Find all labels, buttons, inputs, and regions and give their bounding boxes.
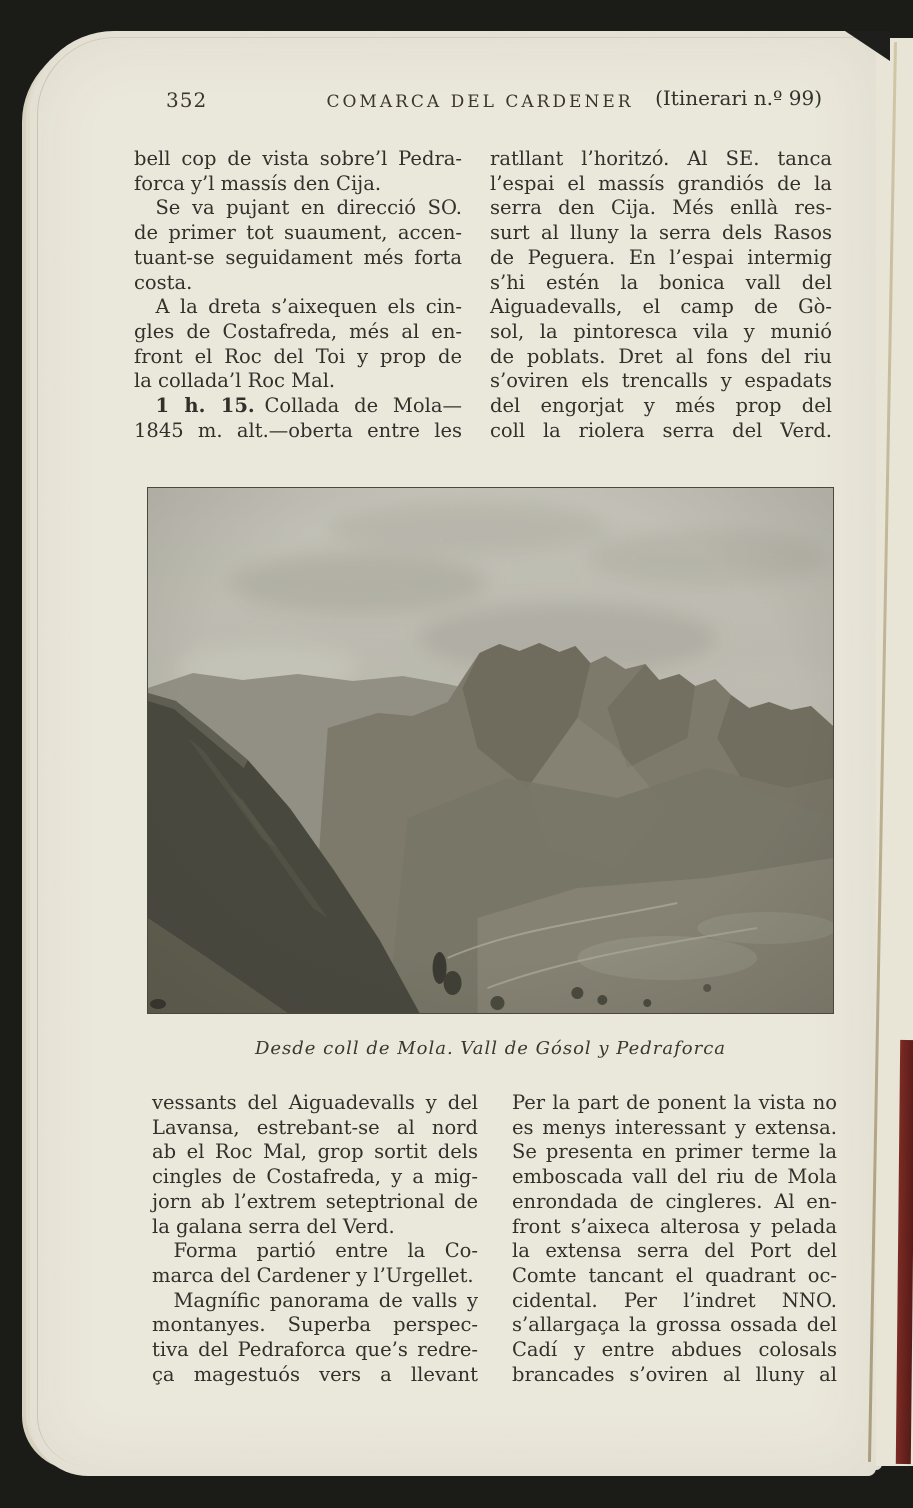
text-line: la collada’l Roc Mal. xyxy=(134,369,336,393)
text-line: Cadí y entre abdues colosals xyxy=(512,1338,837,1362)
text-line: s’allargaça la grossa ossada del xyxy=(512,1313,837,1337)
text-line: s’oviren els trencalls y espadats xyxy=(490,369,832,393)
text-line: front s’aixeca alterosa y pelada xyxy=(512,1214,837,1238)
text-line: l’espai el massís grandiós de la xyxy=(490,171,832,195)
text-column-upper-right xyxy=(490,147,832,443)
text-line: enrondada de cingleres. Al en- xyxy=(512,1189,837,1213)
text-line: tiva del Pedraforca que’s redre- xyxy=(152,1338,478,1362)
text-line: surt al lluny la serra dels Rasos xyxy=(490,221,832,245)
page-number: 352 xyxy=(166,88,208,112)
text-line: 1 h. 15. Collada de Mola— xyxy=(155,394,462,418)
text-column-upper-left xyxy=(134,147,462,443)
text-line: tuant-se seguidament més forta xyxy=(134,245,462,269)
text-line: vessants del Aiguadevalls y del xyxy=(152,1091,478,1114)
text-line: Comte tancant el quadrant oc- xyxy=(512,1263,837,1287)
text-line: del engorjat y més prop del xyxy=(490,394,832,418)
itinerary-label: (Itinerari n.º 99) xyxy=(655,86,822,110)
text-line: Lavansa, estrebant-se al nord xyxy=(152,1115,478,1139)
text-column-lower-right xyxy=(512,1091,837,1387)
text-line: ab el Roc Mal, grop sortit dels xyxy=(152,1140,478,1164)
text-line: bell cop de vista sobre’l Pedra- xyxy=(134,147,462,170)
text-line: ça magestuós vers a llevant xyxy=(152,1362,478,1386)
text-line: gles de Costafreda, més al en- xyxy=(134,319,462,343)
mountain-photo-illustration xyxy=(148,488,833,1013)
text-line: de Peguera. En l’espai intermig xyxy=(490,245,832,269)
text-line: jorn ab l’extrem seteptrional de xyxy=(152,1189,478,1213)
text-line: Forma partió entre la Co- xyxy=(173,1239,478,1263)
text-line: coll la riolera serra del Verd. xyxy=(490,418,832,442)
text-line: la extensa serra del Port del xyxy=(512,1239,837,1263)
text-line: 1845 m. alt.—oberta entre les xyxy=(134,418,462,442)
text-line: de poblats. Dret al fons del riu xyxy=(490,344,832,368)
text-line: serra den Cija. Més enllà res- xyxy=(490,196,832,220)
text-line: front el Roc del Toi y prop de xyxy=(134,344,462,368)
text-line: s’hi estén la bonica vall del xyxy=(490,270,832,294)
text-line: marca del Cardener y l’Urgellet. xyxy=(152,1263,474,1287)
text-line: la galana serra del Verd. xyxy=(152,1214,395,1238)
text-line: Se presenta en primer terme la xyxy=(512,1140,837,1164)
photo-caption: Desde coll de Mola. Vall de Gósol y Pedraforca xyxy=(254,1038,727,1059)
text-line: A la dreta s’aixequen els cin- xyxy=(155,295,462,319)
text-line: Se va pujant en direcció SO. xyxy=(155,196,462,220)
text-line: cidental. Per l’indret NNO. xyxy=(512,1288,837,1312)
text-line: es menys interessant y extensa. xyxy=(512,1115,837,1139)
text-line: montanyes. Superba perspec- xyxy=(152,1313,478,1337)
text-line: cingles de Costafreda, y a mig- xyxy=(152,1165,478,1189)
text-line: Per la part de ponent la vista no xyxy=(512,1091,837,1114)
text-line: emboscada vall del riu de Mola xyxy=(512,1165,837,1189)
text-column-lower-left xyxy=(152,1091,478,1387)
landscape-photo xyxy=(147,487,834,1014)
bold-time-label: 1 h. 15. xyxy=(155,394,255,418)
text-line: sol, la pintoresca vila y munió xyxy=(490,319,832,343)
text-line: ratllant l’horitzó. Al SE. tanca xyxy=(490,147,832,170)
text-line: costa. xyxy=(134,270,193,294)
text-line: Magnífic panorama de valls y xyxy=(173,1288,478,1312)
text-line: Aiguadevalls, el camp de Gò- xyxy=(490,295,832,319)
running-title: COMARCA DEL CARDENER xyxy=(326,92,634,112)
text-line: brancades s’oviren al lluny al xyxy=(512,1362,837,1386)
text-line: de primer tot suaument, accen- xyxy=(134,221,462,245)
text-line: forca y’l massís den Cija. xyxy=(134,171,382,195)
